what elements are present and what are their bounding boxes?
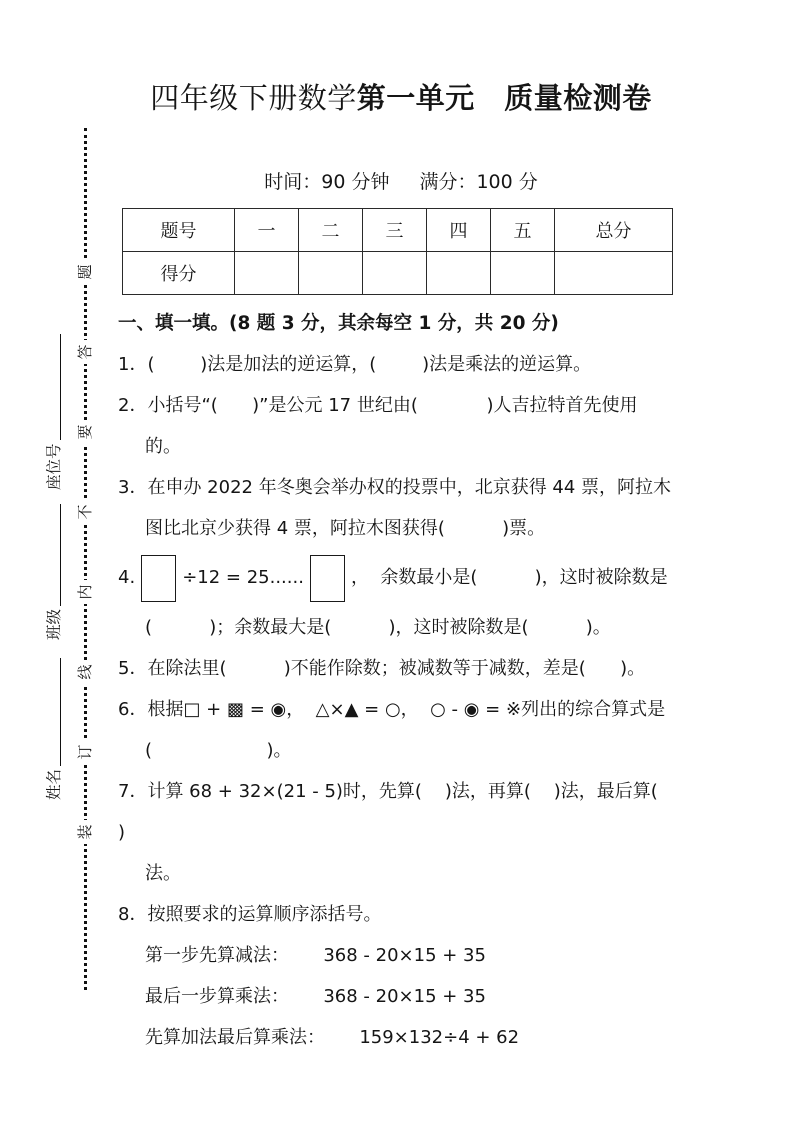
question-8-line-1: 8．按照要求的运算顺序添括号。 <box>118 904 382 925</box>
header-section-1: 一 <box>235 209 299 252</box>
question-4-segment-1: ÷12 = 25...... <box>182 567 304 588</box>
binding-char: 内 <box>73 580 97 604</box>
score-cell <box>299 252 363 295</box>
exam-content <box>118 0 684 1058</box>
score-table <box>122 208 673 295</box>
question-5: 5．在除法里( )不能作除数；被减数等于减数，差是( )。 <box>118 658 646 679</box>
score-cell <box>427 252 491 295</box>
binding-char: 装 <box>73 820 97 844</box>
name-text: 姓名 <box>44 768 63 800</box>
question-3-line-2: 图比北京少获得 4 票，阿拉木图获得( )票。 <box>145 518 546 539</box>
title-bold: 第一单元 质量检测卷 <box>356 81 652 115</box>
exam-meta <box>118 167 684 194</box>
score-table-header-row <box>123 209 673 252</box>
answer-box <box>310 555 345 602</box>
header-section-5: 五 <box>491 209 555 252</box>
name-label <box>41 658 63 800</box>
question-8-subline-2: 最后一步算乘法： 368 - 20×15 + 35 <box>145 986 486 1007</box>
score-cell-total <box>555 252 673 295</box>
binding-char: 不 <box>73 500 97 524</box>
score-cell <box>235 252 299 295</box>
question-4-line-2: ( )；余数最大是( )，这时被除数是( )。 <box>145 617 611 638</box>
class-text: 班级 <box>44 608 63 640</box>
binding-dotted-line <box>84 128 87 990</box>
score-table-score-row <box>123 252 673 295</box>
score-cell <box>363 252 427 295</box>
class-label <box>41 504 63 640</box>
seat-number-label <box>41 334 63 490</box>
section-1-heading: 一、填一填。(8 题 3 分，其余每空 1 分，共 20 分) <box>118 313 559 334</box>
question-2-line-1: 2．小括号“( )”是公元 17 世纪由( )人吉拉特首先使用 <box>118 395 638 416</box>
question-1: 1．( )法是加法的逆运算，( )法是乘法的逆运算。 <box>118 354 592 375</box>
question-6-line-1: 6．根据□ + ▩ = ◉， △×▲ = ○， ○ - ◉ = ※列出的综合算式是 <box>118 699 666 720</box>
seat-number-text: 座位号 <box>44 443 63 490</box>
binding-char: 要 <box>73 420 97 444</box>
header-section-2: 二 <box>299 209 363 252</box>
name-blank <box>56 658 61 766</box>
answer-box <box>141 555 176 602</box>
question-8-subline-3: 先算加法最后算乘法： 159×132÷4 + 62 <box>145 1027 520 1048</box>
header-total: 总分 <box>555 209 673 252</box>
binding-char: 题 <box>73 260 97 284</box>
title-regular: 四年级下册数学 <box>150 81 357 115</box>
binding-char: 订 <box>73 740 97 764</box>
score-row-label: 得分 <box>123 252 235 295</box>
binding-char: 线 <box>73 660 97 684</box>
class-blank <box>56 504 61 606</box>
header-section-4: 四 <box>427 209 491 252</box>
question-3-line-1: 3．在申办 2022 年冬奥会举办权的投票中，北京获得 44 票，阿拉木 <box>118 477 672 498</box>
binding-char: 答 <box>73 340 97 364</box>
question-7-line-1: 7．计算 68 + 32×(21 - 5)时，先算( )法，再算( )法，最后算( ) <box>118 781 681 843</box>
time-limit: 时间：90 分钟 <box>264 171 390 193</box>
seat-number-blank <box>56 334 61 440</box>
question-6-line-2: ( )。 <box>145 740 292 761</box>
header-question-number: 题号 <box>123 209 235 252</box>
question-8-subline-1: 第一步先算减法： 368 - 20×15 + 35 <box>145 945 486 966</box>
full-score: 满分：100 分 <box>419 171 538 193</box>
question-4-number: 4. <box>118 567 136 588</box>
question-4-line-1 <box>118 549 684 607</box>
question-4-segment-2: ， 余数最小是( )，这时被除数是 <box>350 567 668 588</box>
question-7-line-2: 法。 <box>145 863 181 884</box>
question-2-line-2: 的。 <box>145 436 181 457</box>
header-section-3: 三 <box>363 209 427 252</box>
score-cell <box>491 252 555 295</box>
page-title <box>118 76 684 117</box>
